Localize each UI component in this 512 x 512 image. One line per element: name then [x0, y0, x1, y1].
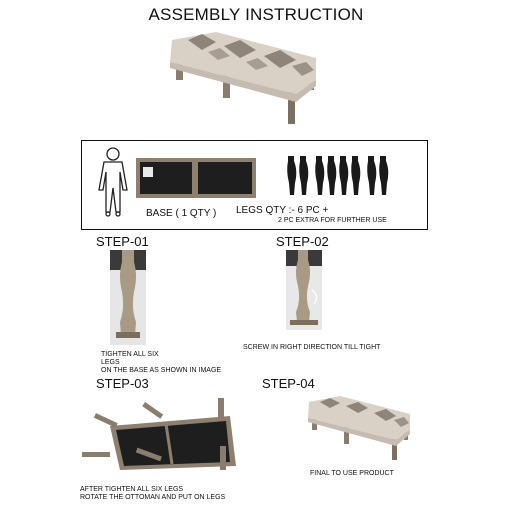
- step-03-caption-1: AFTER TIGHTEN ALL SIX LEGS: [80, 486, 184, 493]
- step-01-label: STEP-01: [96, 234, 149, 249]
- step-01-photo: [110, 250, 146, 345]
- step-02-caption: SCREW IN RIGHT DIRECTION TILL TIGHT: [243, 344, 381, 351]
- step-01-caption-1: TIGHTEN ALL SIX: [101, 351, 159, 358]
- base-label: BASE ( 1 QTY ): [146, 208, 217, 219]
- bench-hero-image: [168, 30, 318, 126]
- step-02-photo: [286, 250, 322, 330]
- step-03-label: STEP-03: [96, 376, 149, 391]
- step-04-photo: [306, 394, 412, 464]
- step-03-caption-2: ROTATE THE OTTOMAN AND PUT ON LEGS: [80, 494, 226, 501]
- step-03-photo: [80, 394, 240, 472]
- step-01-caption-2: LEGS: [101, 359, 120, 366]
- step-04-label: STEP-04: [262, 376, 315, 391]
- step-02-label: STEP-02: [276, 234, 329, 249]
- legs-label: LEGS QTY :- 6 PC +: [236, 205, 329, 216]
- page-title: ASSEMBLY INSTRUCTION: [148, 5, 364, 24]
- step-04-caption: FINAL TO USE PRODUCT: [310, 470, 394, 477]
- legs-note: 2 PC EXTRA FOR FURTHER USE: [278, 217, 387, 224]
- step-01-caption-3: ON THE BASE AS SHOWN IN IMAGE: [101, 367, 222, 374]
- legs-photo: [278, 154, 390, 200]
- base-photo: [136, 158, 256, 198]
- person-icon: [93, 146, 133, 218]
